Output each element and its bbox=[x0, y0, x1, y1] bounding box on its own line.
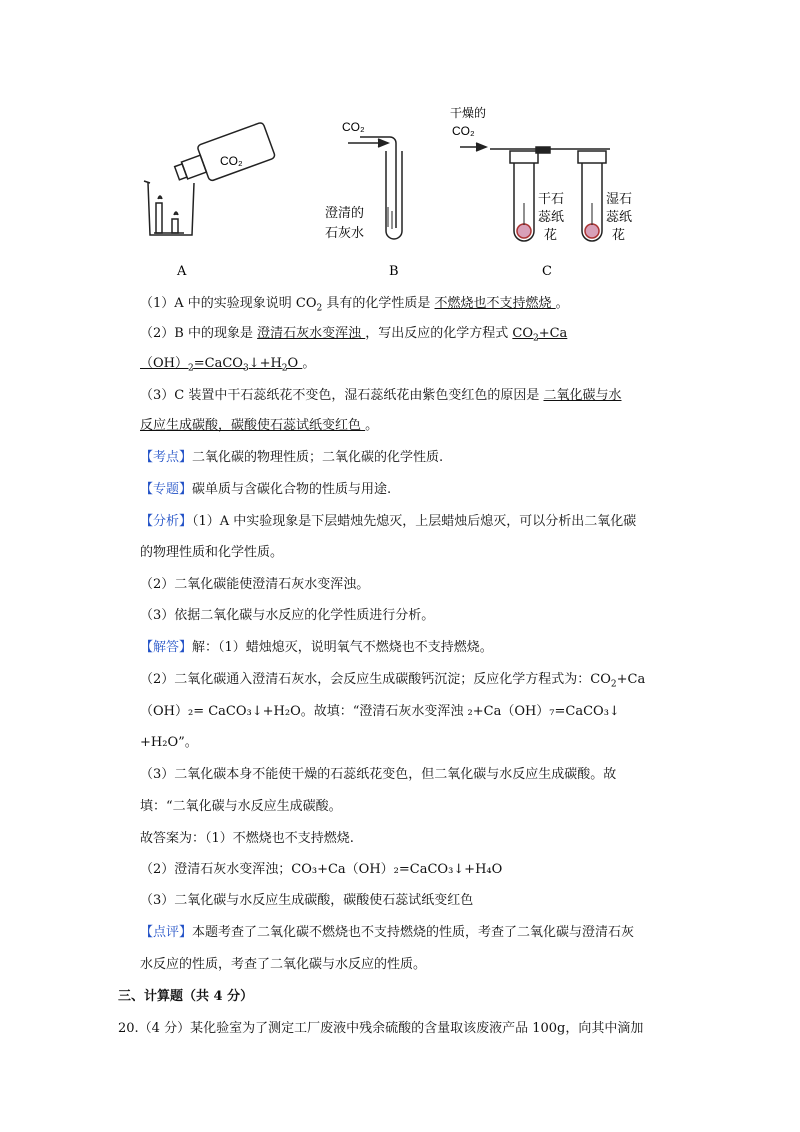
question-2-line: （2）B 中的现象是 澄清石灰水变浑浊 ，写出反应的化学方程式 $CO_2+Ca$ bbox=[140, 326, 568, 344]
fenxi-tag: 【分析】 bbox=[140, 514, 193, 529]
question-3-line: （3）C 装置中干石蕊纸花不变色，湿石蕊纸花由紫色变红色的原因是 二氧化碳与水 bbox=[140, 388, 622, 403]
fenxi-line-3: （2）二氧化碳能使澄清石灰水变浑浊。 bbox=[140, 577, 370, 592]
c-right-label-1: 湿石 bbox=[606, 191, 633, 206]
jieda-line-1: 【解答】解：（1）蜡烛熄灭，说明氧气不燃烧也不支持燃烧。 bbox=[140, 640, 493, 655]
answer-2a: 澄清石灰水变浑浊 bbox=[257, 326, 366, 341]
dianping-line-2: 水反应的性质，考查了二氧化碳与水反应的性质。 bbox=[140, 957, 427, 972]
jieda-line-2: （2）二氧化碳通入澄清石灰水，会反应生成碳酸钙沉淀；反应化学方程式为：$CO_2+Ca$ bbox=[140, 672, 646, 690]
question-1-line: （1）A 中的实验现象说明 $CO_2$ 具有的化学性质是 不燃烧也不支持燃烧 。 bbox=[140, 296, 569, 314]
c-right-label-3: 花 bbox=[612, 227, 626, 242]
apparatus-drawing bbox=[130, 95, 690, 285]
jieda-line-5: （3）二氧化碳本身不能使干燥的石蕊纸花变色，但二氧化碳与水反应生成碳酸。故 bbox=[140, 767, 617, 782]
jieda-line-3: （OH）₂= CaCO₃↓+H₂O。故填：“澄清石灰水变浑浊 ₂+Ca（OH）₇=CaCO₃↓ bbox=[140, 704, 620, 719]
label-b: B bbox=[389, 264, 399, 279]
c-right-label-2: 蕊纸 bbox=[606, 209, 633, 224]
jieda-line-8: （2）澄清石灰水变浑浊；CO₃+Ca（OH）₂=CaCO₃↓+H₄O bbox=[140, 862, 503, 877]
c-left-label-3: 花 bbox=[544, 227, 558, 242]
dianping-tag: 【点评】 bbox=[140, 925, 193, 940]
jieda-line-6: 填：“二氧化碳与水反应生成碳酸。 bbox=[140, 799, 342, 814]
answer-1: 不燃烧也不支持燃烧 bbox=[434, 296, 556, 311]
fenxi-line-2: 的物理性质和化学性质。 bbox=[140, 545, 284, 560]
zhuanti-line: 【专题】碳单质与含碳化合物的性质与用途. bbox=[140, 482, 392, 497]
answer-3: 二氧化碳与水 bbox=[543, 388, 622, 403]
b-liquid-label-2: 石灰水 bbox=[325, 225, 365, 240]
label-c: C bbox=[542, 264, 552, 279]
jieda-line-4: +H₂O”。 bbox=[140, 735, 198, 750]
jieda-line-9: （3）二氧化碳与水反应生成碳酸，碳酸使石蕊试纸变红色 bbox=[140, 893, 474, 908]
zhuanti-tag: 【专题】 bbox=[140, 482, 193, 497]
fenxi-line-4: （3）依据二氧化碳与水反应的化学性质进行分析。 bbox=[140, 608, 435, 623]
answer-3-cont: 反应生成碳酸，碳酸使石蕊试纸变红色 bbox=[140, 418, 366, 433]
a-gas-label: CO₂ bbox=[220, 154, 243, 168]
kaodian-tag: 【考点】 bbox=[140, 450, 193, 465]
c-left-label-1: 干石 bbox=[538, 191, 565, 206]
experiment-figure bbox=[130, 95, 690, 285]
jieda-tag: 【解答】 bbox=[140, 640, 193, 655]
c-gas-label-1: 干燥的 bbox=[450, 106, 487, 120]
label-a: A bbox=[177, 264, 187, 279]
kaodian-line: 【考点】二氧化碳的物理性质；二氧化碳的化学性质. bbox=[140, 450, 444, 465]
question-3-line-2: 反应生成碳酸，碳酸使石蕊试纸变红色 。 bbox=[140, 418, 379, 433]
apparatus-b bbox=[348, 137, 402, 239]
question-2-line-2: $(OH)_2=CaCO_3↓+H_2O$ 。 bbox=[140, 356, 316, 374]
answer-2b-cont: $(OH)_2=CaCO_3↓+H_2O$ bbox=[140, 356, 303, 374]
answer-2b: $CO_2+Ca$ bbox=[512, 326, 568, 344]
b-liquid-label-1: 澄清的 bbox=[325, 205, 365, 220]
c-gas-label-2: CO₂ bbox=[452, 124, 475, 138]
apparatus-c bbox=[460, 143, 610, 241]
question-20: 20.（4 分）某化验室为了测定工厂废液中残余硫酸的含量取该废液产品 100g，向其中滴加 bbox=[118, 1021, 644, 1036]
dianping-line-1: 【点评】本题考查了二氧化碳不燃烧也不支持燃烧的性质，考查了二氧化碳与澄清石灰 bbox=[140, 925, 635, 940]
apparatus-a bbox=[144, 122, 276, 235]
section-heading: 三、计算题（共 4 分） bbox=[118, 989, 254, 1004]
c-left-label-2: 蕊纸 bbox=[538, 209, 565, 224]
fenxi-line-1: 【分析】（1）A 中实验现象是下层蜡烛先熄灭，上层蜡烛后熄灭，可以分析出二氧化碳 bbox=[140, 514, 637, 529]
jieda-line-7: 故答案为：（1）不燃烧也不支持燃烧. bbox=[140, 831, 354, 846]
b-gas-label: CO₂ bbox=[342, 120, 365, 134]
